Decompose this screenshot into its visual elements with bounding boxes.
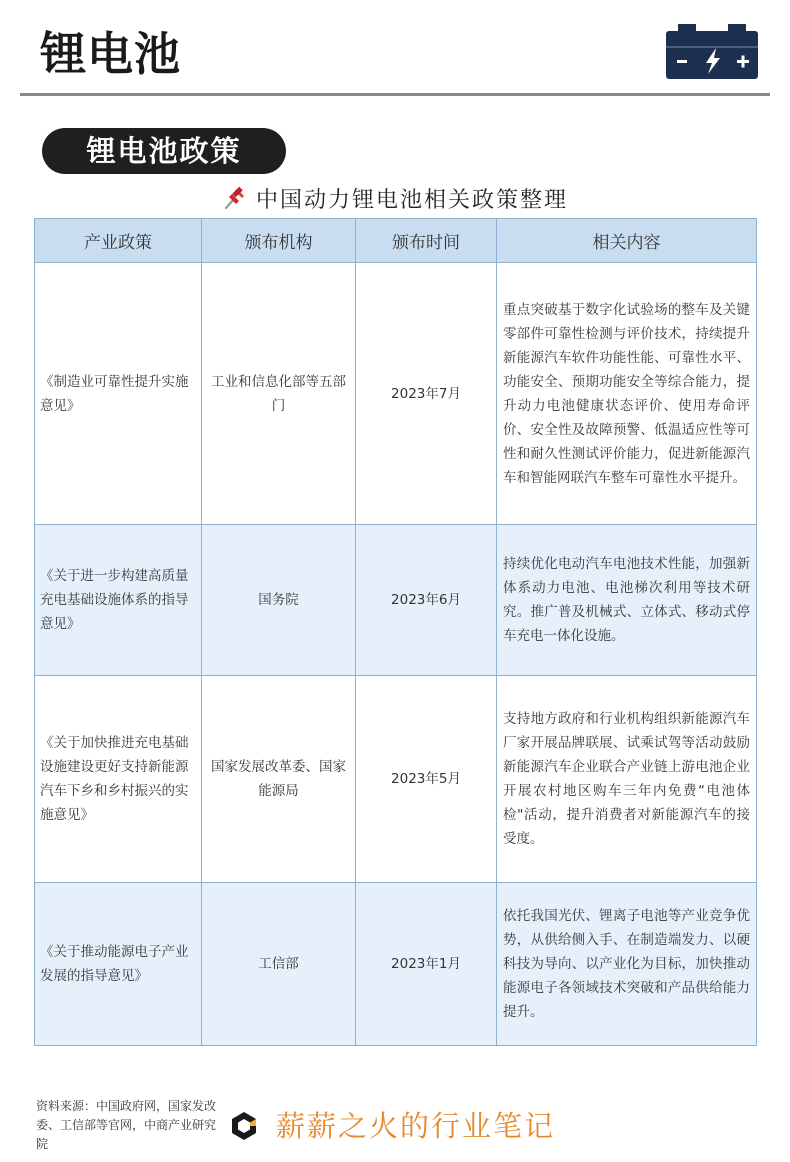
column-header-policy: 产业政策: [35, 219, 202, 263]
pushpin-icon: [222, 185, 248, 211]
table-row: [35, 676, 757, 883]
date-cell: 2023年1月: [356, 883, 497, 1046]
column-header-date: 颁布时间: [356, 219, 497, 263]
agency-cell: 工信部: [202, 883, 356, 1046]
agency-cell: 国务院: [202, 525, 356, 676]
content-cell: 持续优化电动汽车电池技术性能，加强新体系动力电池、电池梯次利用等技术研究。推广普及机械式、立体式、移动式停车充电一体化设施。: [497, 525, 757, 676]
date-cell: 2023年6月: [356, 525, 497, 676]
content-cell: 重点突破基于数字化试验场的整车及关键零部件可靠性检测与评价技术，持续提升新能源汽车软件功能性能、可靠性水平、功能安全、预期功能安全等综合能力，提升动力电池健康状态评价、使用寿命评价、安全性及故障预警、低温适应性等可性和耐久性测试评价能力，促进新能源汽车和智能网联汽车整车可靠性水平提升。: [497, 263, 757, 525]
page-title: 锂电池: [40, 27, 181, 81]
policy-table: [34, 218, 757, 1046]
policy-cell: 《关于进一步构建高质量充电基础设施体系的指导意见》: [35, 525, 202, 676]
battery-icon: [664, 22, 760, 82]
section-title: 锂电池政策: [42, 128, 286, 174]
date-cell: 2023年7月: [356, 263, 497, 525]
policy-cell: 《关于推动能源电子产业发展的指导意见》: [35, 883, 202, 1046]
brand-logo-icon: [228, 1110, 260, 1142]
table-row: [35, 883, 757, 1046]
brand-name: 薪薪之火的行业笔记: [276, 1109, 556, 1143]
column-header-content: 相关内容: [497, 219, 757, 263]
content-cell: 支持地方政府和行业机构组织新能源汽车厂家开展品牌联展、试乘试驾等活动鼓励新能源汽车企业联合产业链上游电池企业开展农村地区购车三年内免费“电池体检"活动，提升消费者对新能源汽车的接受度。: [497, 676, 757, 883]
table-header-row: [35, 219, 757, 263]
content-cell: 依托我国光伏、锂离子电池等产业竞争优势，从供给侧入手、在制造端发力、以硬科技为导向、以产业化为目标，加快推动能源电子各领域技术突破和产品供给能力提升。: [497, 883, 757, 1046]
table-title: [0, 185, 790, 217]
policy-cell: 《制造业可靠性提升实施意见》: [35, 263, 202, 525]
column-header-agency: 颁布机构: [202, 219, 356, 263]
agency-cell: 国家发展改革委、国家能源局: [202, 676, 356, 883]
policy-cell: 《关于加快推进充电基础设施建设更好支持新能源汽车下乡和乡村振兴的实施意见》: [35, 676, 202, 883]
table-row: [35, 525, 757, 676]
header-divider: [20, 93, 770, 96]
agency-cell: 工业和信息化部等五部门: [202, 263, 356, 525]
source-note: 资料来源：中国政府网，国家发改委、工信部等官网，中商产业研究院: [36, 1099, 217, 1151]
table-row: [35, 263, 757, 525]
table-title-text: 中国动力锂电池相关政策整理: [255, 188, 568, 213]
date-cell: 2023年5月: [356, 676, 497, 883]
